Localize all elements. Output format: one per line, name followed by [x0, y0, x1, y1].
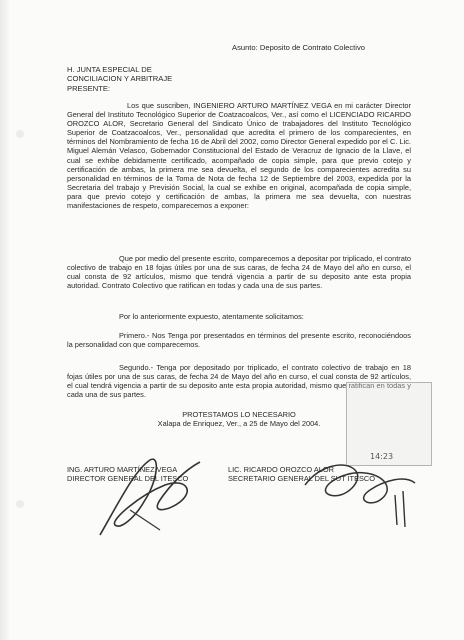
paragraph-intro: Los que suscriben, INGENIERO ARTURO MARTÍNEZ VEGA en mi carácter Director General del Instituto Tecnológico Superior de Coatzacoalcos, Ver., así como el LICENCIADO RICARDO OROZCO ALOR, Secretario General del Sindicato Único de trabajadores del Instituto Tecnológico Superior de Coatzacoalcos, Ver., personalidad que acredita el primero de los comparecientes, en términos del Nombramiento de fecha 16 de Abril del 2002, como Director General expedido por el C. Lic. Miguel Alemán Velasco, Gobernador Constitucional del Estado de Veracruz de Ignacio de la Llave, el cual se exhibe debidamente certificado, acompañado de copia simple, para que previo cotejo y certificación de ambas, la primera me sea devuelta, el segundo de los comparecientes acredita su personalidad en términos de la Toma de Nota de fecha 12 de Septiembre del 2003, expedida por la Secretaria del trabajo y Previsión Social, la cual se exhibe en original, acompañada de copia simple, para que previo cotejo y certificación de ambas, la primera me sea devuelta, con nuestras manifestaciones de respeto, comparecemos a exponer: [67, 101, 411, 211]
addressee-line: CONCILIACION Y ARBITRAJE [67, 74, 173, 84]
signer-title: SECRETARIO GENERAL DEL SUT ITESCO [228, 474, 376, 484]
closing-protest: PROTESTAMOS LO NECESARIO [182, 410, 296, 419]
signer-name: LIC. RICARDO OROZCO ALOR [228, 465, 334, 474]
signature-left-block [67, 465, 227, 483]
signature-right-block [228, 465, 418, 483]
signature-right-image [285, 445, 425, 535]
paragraph-first-point: Primero.- Nos Tenga por presentados en términos del presente escrito, reconociéndoos la personalidad con que comparecemos. [67, 331, 411, 350]
addressee-line: PRESENTE: [67, 83, 111, 93]
closing-place-date: Xalapa de Enriquez, Ver., a 25 de Mayo del 2004. [157, 419, 321, 429]
addressee-block [67, 65, 267, 93]
stamp-handwritten-time: 14:23 [370, 452, 394, 461]
signature-left-image [90, 440, 210, 550]
subject-line: Asunto: Deposito de Contrato Colectivo [232, 43, 365, 52]
scan-edge [0, 0, 9, 640]
punch-hole [16, 500, 24, 508]
punch-hole [16, 130, 24, 138]
addressee-line: H. JUNTA ESPECIAL DE [67, 65, 152, 74]
paragraph-deposit: Que por medio del presente escrito, comparecemos a depositar por triplicado, el contrato colectivo de trabajo en 18 fojas útiles por una de sus caras, de fecha 24 de Mayo del año en curso, el cual consta de 92 artículos, mismo que tendrá vigencia a partir de su deposito ante esta propia autoridad. Contrato Colectivo que ratifican en todas y cada una de sus partes. [67, 254, 411, 291]
signer-name: ING. ARTURO MARTÍNEZ VEGA [67, 465, 178, 474]
paragraph-second-point: Segundo.- Tenga por depositado por triplicado, el contrato colectivo de trabajo en 18 fojas útiles por una de sus caras, de fecha 24 de Mayo del año en curso, el cual consta de 92 artículos, el cual tendrá vigencia a partir de su deposito ante esta propia autoridad, mismo que ratifican en todas y cada una de sus partes. [67, 363, 411, 400]
paragraph-request: Por lo anteriormente expuesto, atentamente solicitamos: [119, 312, 304, 321]
signer-title: DIRECTOR GENERAL DEL ITESCO [67, 474, 189, 484]
